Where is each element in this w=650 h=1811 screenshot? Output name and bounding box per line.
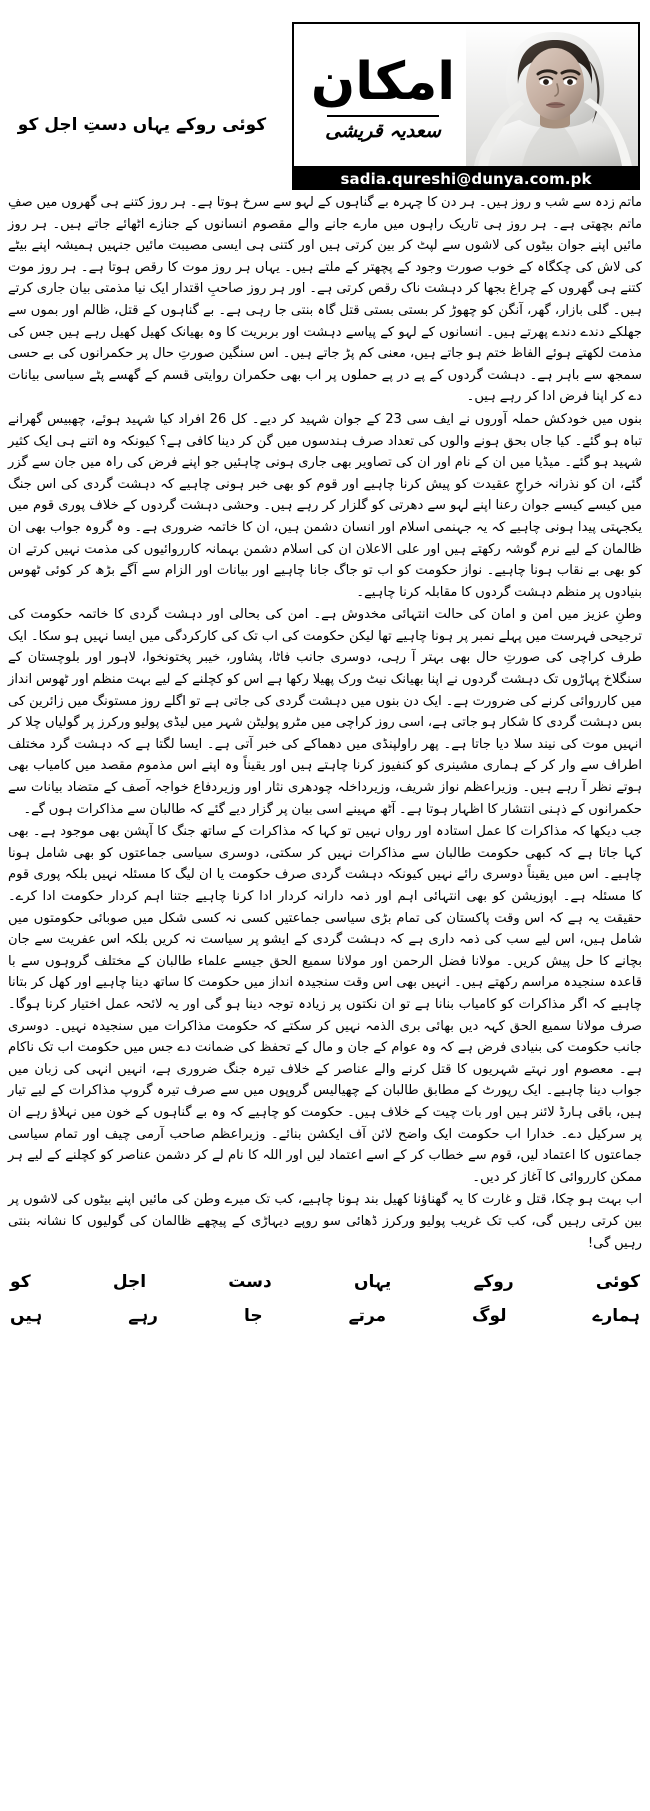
author-email[interactable]: sadia.qureshi@dunya.com.pk	[340, 170, 592, 188]
couplet-word: کوئی	[595, 1272, 640, 1292]
couplet-word: جا	[243, 1306, 263, 1326]
article-subtitle: کوئی روکے یہاں دستِ اجل کو	[17, 115, 267, 135]
couplet-word: کو	[10, 1272, 31, 1292]
author-portrait	[466, 24, 638, 166]
couplet-word: ہیں	[10, 1306, 43, 1326]
couplet-word: روکے	[473, 1272, 514, 1292]
couplet-word: لوگ	[472, 1306, 507, 1326]
article-paragraph: بنوں میں خودکش حملہ آوروں نے ایف سی 23 کے جوان شہید کر دیے۔ کل 26 افراد کیا شہید ہوئے، چھبیس گھرانے تباہ ہو گئے۔ کیا جاں بحق ہونے والوں کی تعداد صرف ہندسوں میں گن کر دینا کافی ہے؟ کیونکہ وہ اتنے ہی ایک کثیر شہید ہو گئے۔ میڈیا میں ان کے نام اور ان کی تصاویر بھی جاری ہونی چاہئیں جو اپنے فرض کی راہ میں جان سے گزر گئے، ان کو نذرانہ خراجِ عقیدت کو پیش کرنا چاہیے اور قوم کو بھی خبر ہونی چاہیے کہ دہشت گردی کی اس جنگ میں کیسے کیسے جوان رعنا اپنے لہو سے دھرتی کو گلزار کر رہے ہیں۔ وحشی دہشت گردوں کے خلاف پوری قوم میں یکجہتی پیدا ہونی چاہیے کہ یہ جہنمی اسلام اور انسان دشمن ہیں، ان کا خاتمہ ضروری ہے۔ وہ گروہ جواب بھی ان ظالمان کے لیے نرم گوشہ رکھتے ہیں اور علی الاعلان ان کی اسلام دشمن بہمانہ کارروائیوں کی مذمت نہیں کرتے ان کو بھی بے نقاب ہونا چاہیے۔ نواز حکومت کو اب تو جاگ جانا چاہیے اور بیانات اور الزام سے آگے بڑھ کر کوئی ٹھوس بنیادوں پر منظم دہشت گردوں کا مقابلہ کرنا چاہیے۔	[8, 411, 642, 600]
article-paragraph: وطنِ عزیز میں امن و امان کی حالت انتہائی مخدوش ہے۔ امن کی بحالی اور دہشت گردی کا خاتمہ حکومت کی ترجیحی فہرست میں پہلے نمبر پر ہونا چاہیے تھا لیکن حکومت کی اب تک کی کارکردگی میں ایسا نہیں ہو سکا۔ ایک طرف کراچی کی صورتِ حال بھی بہتر آ رہی، دوسری جانب فاٹا، پشاور، خیبر پختونخوا، لاہور اور بلوچستان کے سنگلاخ پہاڑوں تک دہشت گردوں نے اپنا بھیانک نیٹ ورک پھیلا رکھا ہے اس کو کچلنے کے لیے بہت منظم اور ٹھوس انداز میں کارروائی کرنے کی ضرورت ہے۔ ایک دن بنوں میں دہشت گردی کی جاتی ہے تو اگلے روز مستونگ میں زائرین کی بس دہشت گردی کا شکار ہو جاتی ہے، اسی روز کراچی میں مٹرو پولیٹن شہر میں لیڈی پولیو ورکرز پر گولیاں چلا کر انہیں موت کی نیند سلا دیا جاتا ہے۔ پھر راولپنڈی میں دھماکے کی خبر آتی ہے۔ ایسا لگتا ہے کہ دہشت گرد مختلف اطراف سے وار کر کے ہماری مشینری کو کنفیوز کرنا چاہتے ہیں اور یقیناً وہ اپنے اس مذموم مقصد میں کامیاب بھی ہوتے نظر آ رہے ہیں۔ وزیراعظم نواز شریف، وزیرداخلہ چودھری نثار اور وزیردفاع خواجہ آصف کے متضاد بیانات سے حکمرانوں کے ذہنی انتشار کا اظہار ہوتا ہے۔ آٹھ مہینے اسی بیان پر گزار دیے گئے کہ طالبان سے مذاکرات ہوں گے۔	[8, 607, 642, 817]
author-email-bar[interactable]	[292, 168, 640, 190]
article-body	[8, 192, 642, 1255]
couplet-word: دست	[228, 1272, 272, 1292]
couplet-line-1	[8, 1265, 642, 1299]
masthead-title: امکان	[310, 51, 456, 112]
masthead-title-group	[294, 24, 472, 166]
masthead-divider	[327, 115, 439, 117]
page-header	[0, 0, 650, 190]
article-paragraph: جب دیکھا کہ مذاکرات کا عمل استادہ اور رواں نہیں تو کہا کہ مذاکرات کے ساتھ جنگ کا آپشن بھی موجود ہے۔ بھی کہا جاتا ہے کہ کبھی حکومت طالبان سے مذاکرات نہیں کر سکتی، دوسری سیاسی جماعتوں کو بھی شامل ہونا چاہیے۔ اس میں یقیناً دوسری رائے نہیں کیونکہ دہشت گردی صرف حکومت یا ان لیگ کا مسئلہ نہیں بلکہ پوری قوم کا مسئلہ ہے۔ اپوزیشن کو بھی انتہائی اہم اور ذمہ دارانہ کردار ادا کرنا چاہیے جتنا اہم کردار حکومت ادا کرے۔ حقیقت یہ ہے کہ اس وقت پاکستان کی تمام بڑی سیاسی جماعتیں کسی نہ کسی شکل میں صوبائی حکومتوں میں شامل ہیں، اس لیے سب کی ذمہ داری ہے کہ دہشت گردی کے ایشو پر سیاست نہ کریں بلکہ اس عفریت سے جان بچانے کا حل پیش کریں۔ مولانا فضل الرحمن اور مولانا سمیع الحق جیسے علماء طالبان کے مختلف گروہوں سے با قاعدہ سنجیدہ مراسم رکھتے ہیں۔ انہیں بھی اس وقت سنجیدہ انداز میں حکومت کا ساتھ دینا چاہیے اور کھل کر بتانا چاہیے کہ اگر مذاکرات کو کامیاب بنانا ہے تو ان نکتوں پر زیادہ توجہ دینا ہو گی اور یہ لائحہ عمل اختیار کرنا ہوگا۔ صرف مولانا سمیع الحق کہہ دیں بھائی بری الذمہ نہیں کر سکتے کہ حکومت مذاکرات میں سنجیدہ نہیں۔ دوسری جانب حکومت کی بنیادی فرض ہے کہ وہ عوام کے جان و مال کے تحفظ کی ضمانت دے جس میں حکومت اب تک ناکام ہے۔ معصوم اور نہتے شہریوں کا قتل کرنے والے عناصر کے خلاف تیرہ جنگ ضروری ہے، انہیں انہی کی زبان میں جواب دینا چاہیے۔ ایک رپورٹ کے مطابق طالبان کے چھیالیس گروپوں میں سے صرف تیرہ گروپ مذاکرات کے لیے تیار ہیں، باقی ہارڈ لائنر ہیں اور بات چیت کے خلاف ہیں۔ حکومت کو چاہیے کہ وہ بے گناہوں کے خون میں نہلاؤ رہے ان پر سرکیل دے۔ خدارا اب حکومت ایک واضح لائن آف ایکشن بنائے۔ وزیراعظم صاحب آرمی چیف اور تمام سیاسی جماعتوں کا اعتماد لیں، قوم سے خطاب کر کے اسے اعتماد لیں اور اللہ کا نام لے کر دشمن عناصر کو کچلنے کے لیے ہر ممکن کارروائی کا آغاز کر دیں۔	[8, 824, 642, 1185]
couplet-line-2	[8, 1299, 642, 1333]
couplet-word: ہمارے	[592, 1306, 640, 1326]
author-byline: سعدیہ قریشی	[325, 119, 441, 142]
article-paragraph: ماتم زدہ سے شب و روز ہیں۔ ہر دن کا چہرہ بے گناہوں کے لہو سے سرخ ہوتا ہے۔ ہر روز کتنے ہی گھروں میں صفِ ماتم بچھتی ہے۔ ہر روز ہی تاریک راہوں میں مارے جانے والے مقصوم انسانوں کے جنازے اٹھائے جاتے ہیں۔ ہر روز مائیں اپنے جوان بیٹوں کی لاشوں سے لپٹ کر بین کرتی ہیں اور کتنی ہی ایسی مصیبت مائیں جنہیں ہمیشہ اپنے بیٹے کی لاش کی چکگاہ کے خوب صورت وجود کے پچھتر کے ملتے ہیں۔ یہاں ہر روز موت کا رقص ہوتا ہے۔ ہر روز موت کتنے ہی گھروں کے چراغ بجھا کر دہشت ناک رقص کرتی ہے۔ اور ہر روز صاحبِ اقتدار ایک نیا مذمتی بیان جاری کرتے ہیں۔ گلی بازار، گھر، آنگن کو چھوڑ کر بستی بستی قتل گاہ بنتی جا رہی ہے۔ بے گناہوں کے قتل، ظالم اور بموں سے جھلکے دندے دندے پھرتے ہیں۔ انسانوں کے لہو کے پیاسے دہشت اور بربریت کا وہ بھیانک کھیل کھیل رہے ہیں جس کی مذمت لکھتے ہوئے الفاظ ختم ہو جاتے ہیں، معنی کم پڑ جاتے ہیں۔ اس سنگین صورتِ حال پر حکمرانوں کی بے حسی سمجھ سے باہر ہے۔ دہشت گردوں کے پے در پے حملوں پر اب بھی حکمران روایتی قسم کے گھسے پٹے سیاسی بیانات دے کر اپنا فرض ادا کر رہے ہیں۔	[8, 195, 642, 405]
couplet-word: یہاں	[353, 1272, 392, 1292]
couplet-word: رہے	[128, 1306, 158, 1326]
closing-couplet	[8, 1265, 642, 1333]
article-paragraph: اب بہت ہو چکا، قتل و غارت کا یہ گھناؤنا کھیل بند ہونا چاہیے، کب تک میرے وطن کی مائیں اپنے بیٹوں کی لاشوں پر بین کرتی رہیں گی، کب تک غریب پولیو ورکرز ڈھائی سو روپے دیہاڑی کے پیچھے ظالمان کی گولیوں کا نشانہ بنتی رہیں گی!	[8, 1192, 642, 1251]
couplet-word: مرتے	[348, 1306, 387, 1326]
couplet-word: اجل	[112, 1272, 147, 1292]
portrait-image	[466, 24, 638, 166]
masthead-box	[292, 22, 640, 168]
